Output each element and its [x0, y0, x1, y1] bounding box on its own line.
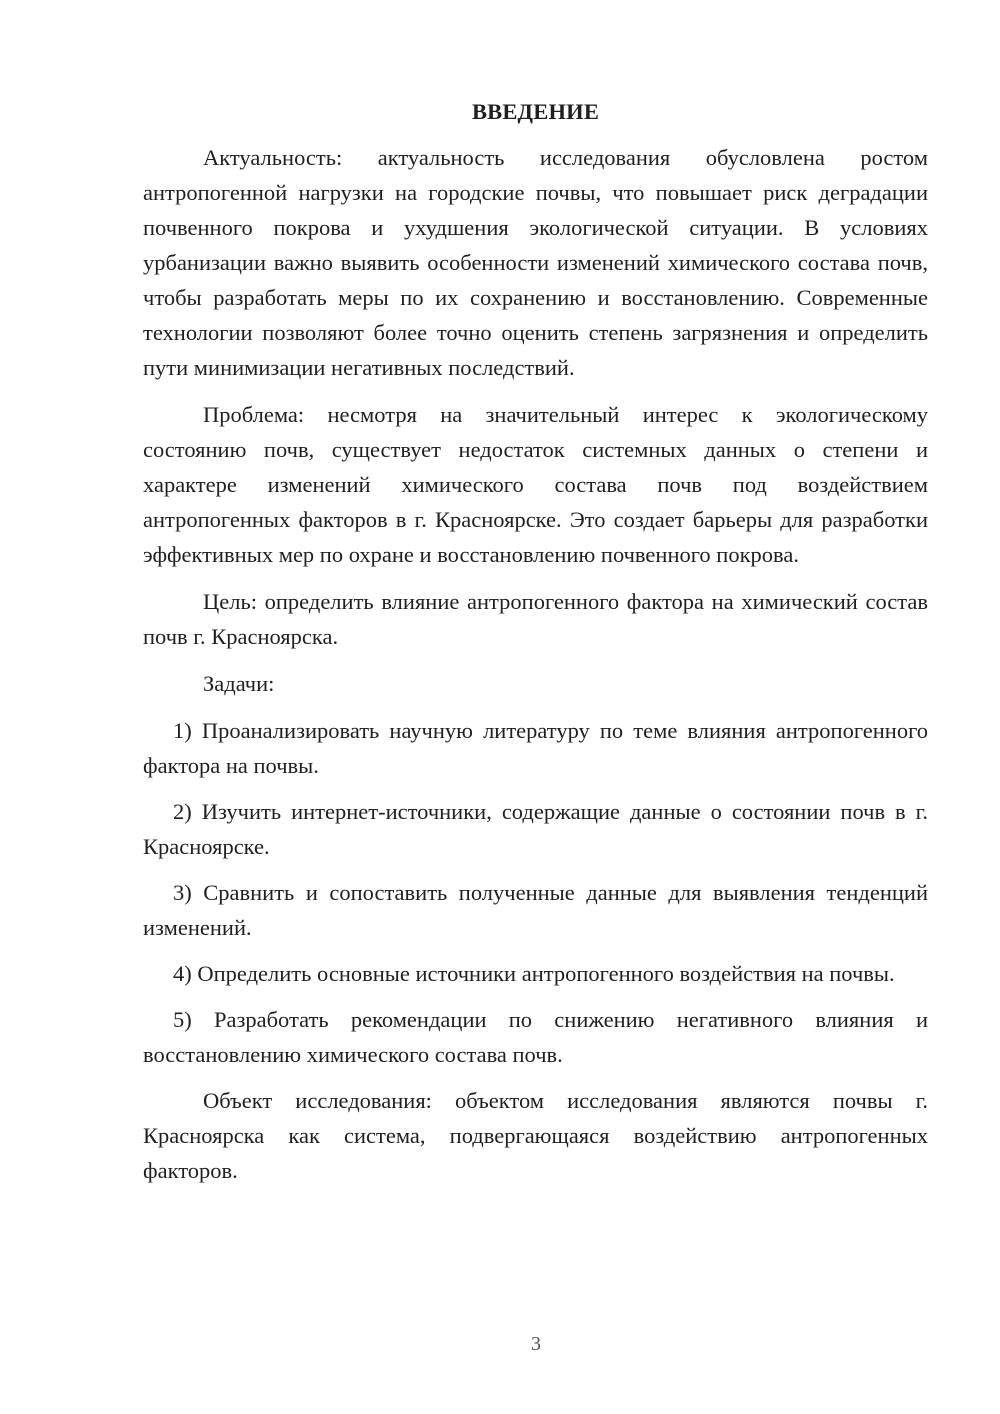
object-paragraph: Объект исследования: объектом исследования являются почвы г. Красноярска как система, подвергающаяся воздействию антропогенных факторов.	[143, 1088, 928, 1183]
section-heading: ВВЕДЕНИЕ	[471, 99, 600, 124]
goal-paragraph: Цель: определить влияние антропогенного фактора на химический состав почв г. Красноярска.	[143, 589, 928, 649]
task-item-3: 3) Сравнить и сопоставить полученные данные для выявления тенденций изменений.	[143, 880, 928, 940]
task-item-2: 2) Изучить интернет-источники, содержащие данные о состоянии почв в г. Красноярске.	[143, 799, 928, 859]
problem-paragraph: Проблема: несмотря на значительный интерес к экологическому состоянию почв, существует недостаток системных данных о степени и характере изменений химического состава почв под воздействием антропогенных факторов в г. Красноярске. Это создает барьеры для разработки эффективных мер по охране и восстановлению почвенного покрова.	[143, 402, 928, 567]
relevance-paragraph: Актуальность: актуальность исследования обусловлена ростом антропогенной нагрузки на городские почвы, что повышает риск деградации почвенного покрова и ухудшения экологической ситуации. В условиях урбанизации важно выявить особенности изменений химического состава почв, чтобы разработать меры по их сохранению и восстановлению. Современные технологии позволяют более точно оценить степень загрязнения и определить пути минимизации негативных последствий.	[143, 145, 928, 380]
document-body	[143, 94, 928, 1200]
tasks-label: Задачи:	[203, 671, 275, 696]
tasks-list	[143, 713, 928, 1072]
task-item-1: 1) Проанализировать научную литературу по теме влияния антропогенного фактора на почвы.	[143, 718, 928, 778]
task-item-4: 4) Определить основные источники антропогенного воздействия на почвы.	[173, 961, 895, 986]
page-number: 3	[531, 1333, 541, 1355]
task-item-5: 5) Разработать рекомендации по снижению негативного влияния и восстановлению химического состава почв.	[143, 1007, 928, 1067]
